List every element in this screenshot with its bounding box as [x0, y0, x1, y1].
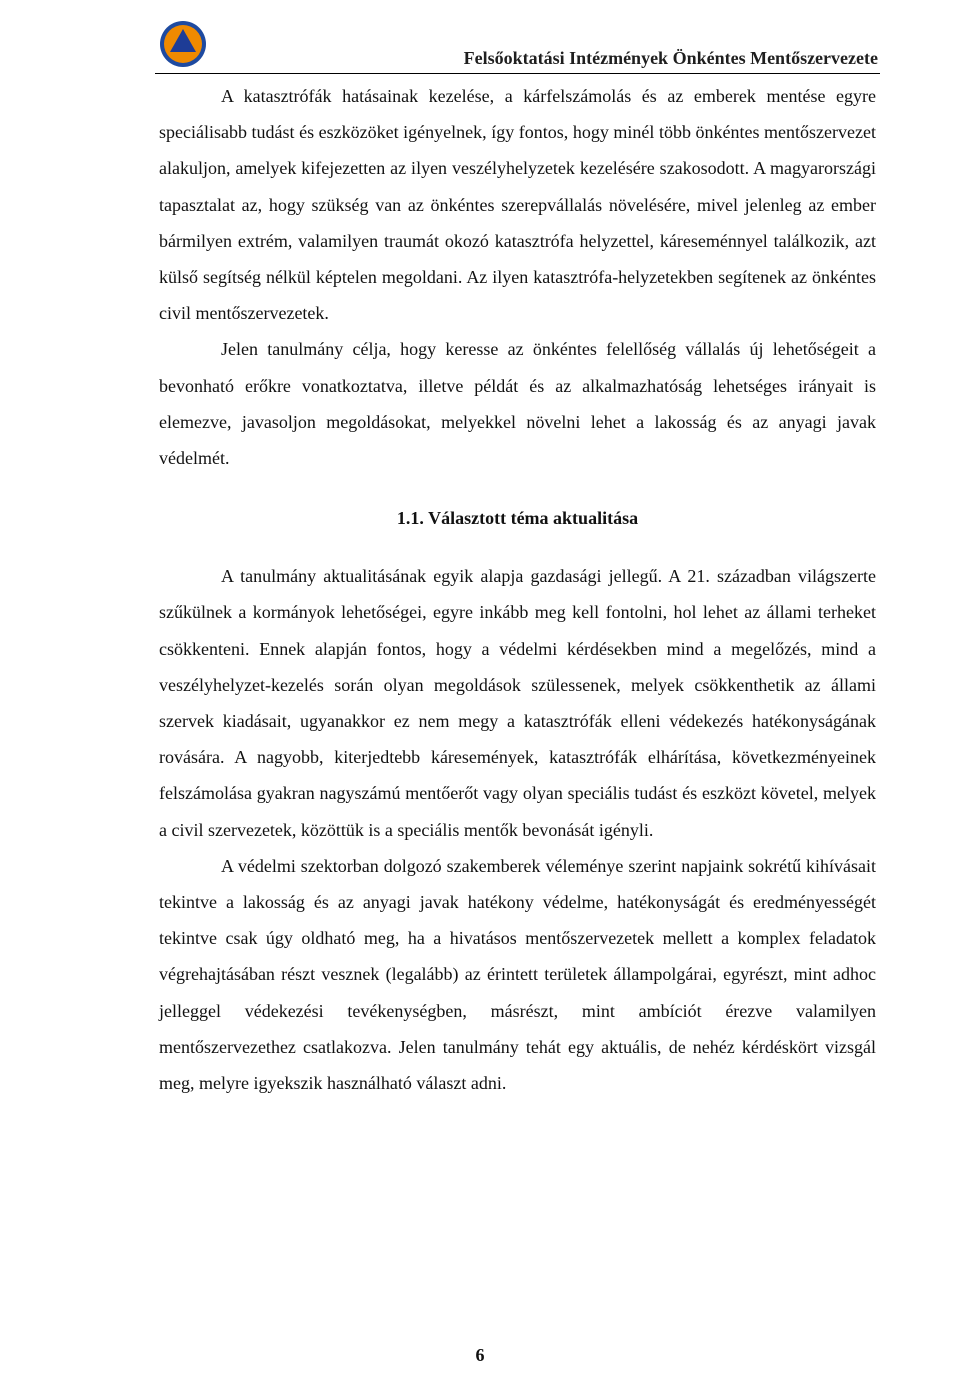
civil-defence-triangle-icon	[159, 20, 207, 68]
paragraph: Jelen tanulmány célja, hogy keresse az önkéntes felellőség vállalás új lehetőségeit a bevonható erőkre vonatkoztatva, illetve példát és az alkalmazhatóság lehetséges irányait is elemezve, javasoljon megoldásokat, melyekkel növelni lehet a lakosság és az anyagi javak védelmét.	[159, 339, 876, 469]
body-text	[159, 78, 876, 1101]
paragraph: A tanulmány aktualitásának egyik alapja gazdasági jellegű. A 21. században világszerte szűkülnek a kormányok lehetőségei, egyre inkább meg kell fontolni, hol lehet az állami terheket csökkenteni. Ennek alapján fontos, hogy a védelmi kérdésekben mind a megelőzés, mind a veszélyhelyzet-kezelés során olyan megoldások szülessenek, melyek csökkenthetik az állami szervek kiadásait, ugyanakkor ez nem megy a katasztrófák elleni védekezés hatékonyságának rovására. A nagyobb, kiterjedtebb káresemények, katasztrófák elhárítása, következményeinek felszámolása gyakran nagyszámú mentőerőt vagy olyan speciális tudást és eszközt követel, melyek a civil szervezetek, közöttük is a speciális mentők bevonását igényli.	[159, 566, 876, 840]
organization-name: Felsőoktatási Intézmények Önkéntes Mentőszervezete	[463, 48, 878, 68]
page-header	[155, 16, 880, 76]
paragraph: A katasztrófák hatásainak kezelése, a kárfelszámolás és az emberek mentése egyre speciálisabb tudást és eszközöket igényelnek, így fontos, hogy minél több önkéntes mentőszervezet alakuljon, amelyek kifejezetten az ilyen veszélyhelyzetek kezelésére szakosodott. A magyarországi tapasztalat az, hogy szükség van az önkéntes szerepvállalás növelésére, mivel jelenleg az ember bármilyen extrém, valamilyen traumát okozó katasztrófa helyzettel, káreseménnyel találkozik, azt külső segítség nélkül képtelen megoldani. Az ilyen katasztrófa-helyzetekben segítenek az önkéntes civil mentőszervezetek.	[159, 86, 876, 324]
section-heading: 1.1. Választott téma aktualitása	[396, 508, 639, 529]
page-number: 6	[475, 1345, 485, 1365]
paragraph: A védelmi szektorban dolgozó szakemberek véleménye szerint napjaink sokrétű kihívásait tekintve a lakosság és az anyagi javak hatékony védelme, hatékonyságát és eredményességét tekintve csak úgy oldható meg, ha a hivatásos mentőszervezetek mellett a komplex feladatok végrehajtásában részt vesznek (legalább) az érintett területek állampolgárai, egyrészt, mint adhoc jelleggel védekezési tevékenységben, másrészt, mint ambíciót érezve valamilyen mentőszervezethez csatlakozva. Jelen tanulmány tehát egy aktuális, de nehéz kérdéskört vizsgál meg, melyre igyekszik használható választ adni.	[159, 855, 876, 1094]
header-divider	[155, 73, 880, 74]
